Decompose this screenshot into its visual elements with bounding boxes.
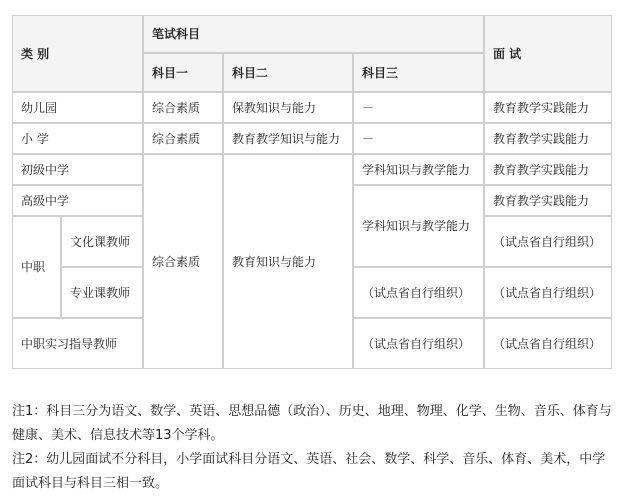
row-internship-subject3: （试点省自行组织） [353, 318, 484, 369]
header-subject1: 科目一 [143, 53, 223, 92]
row-kindergarten-subject2: 保教知识与能力 [223, 92, 353, 123]
header-written-subjects: 笔试科目 [143, 15, 484, 53]
row-internship-category: 中职实习指导教师 [12, 318, 143, 369]
row-vocational-professional-teacher: 专业课教师 [61, 267, 143, 318]
header-category: 类 别 [12, 15, 143, 92]
row-vocational-culture-interview: （试点省自行组织） [484, 216, 612, 267]
row-kindergarten-subject3: － [353, 92, 484, 123]
row-junior-subject3: 学科知识与教学能力 [353, 154, 484, 185]
row-kindergarten-category: 幼儿园 [12, 92, 143, 123]
row-internship-interview: （试点省自行组织） [484, 318, 612, 369]
row-kindergarten-interview: 教育教学实践能力 [484, 92, 612, 123]
row-senior-category: 高级中学 [12, 185, 143, 216]
row-senior-interview: 教育教学实践能力 [484, 185, 612, 216]
row-vocational-professional-interview: （试点省自行组织） [484, 267, 612, 318]
exam-subjects-table [12, 15, 612, 369]
merged-subject1: 综合素质 [143, 154, 223, 369]
header-subject3: 科目三 [353, 53, 484, 92]
row-primary-subject3: － [353, 123, 484, 154]
row-junior-interview: 教育教学实践能力 [484, 154, 612, 185]
row-kindergarten-subject1: 综合素质 [143, 92, 223, 123]
row-junior-category: 初级中学 [12, 154, 143, 185]
merged-subject3-senior-vocational: 学科知识与教学能力 [353, 185, 484, 267]
note-1: 注1：科目三分为语文、数学、英语、思想品德（政治）、历史、地理、物理、化学、生物、音乐、体育与健康、美术、信息技术等13个学科。 [12, 404, 612, 443]
merged-subject2: 教育知识与能力 [223, 154, 353, 369]
header-interview: 面 试 [484, 15, 612, 92]
notes [12, 400, 612, 496]
row-vocational-professional-subject3: （试点省自行组织） [353, 267, 484, 318]
note-2: 注2：幼儿园面试不分科目，小学面试科目分语文、英语、社会、数学、科学、音乐、体育、美术，中学面试科目与科目三相一致。 [12, 452, 606, 491]
row-primary-category: 小 学 [12, 123, 143, 154]
row-primary-interview: 教育教学实践能力 [484, 123, 612, 154]
header-subject2: 科目二 [223, 53, 353, 92]
row-vocational-category: 中职 [12, 216, 61, 318]
row-primary-subject1: 综合素质 [143, 123, 223, 154]
row-primary-subject2: 教育教学知识与能力 [223, 123, 353, 154]
row-vocational-culture-teacher: 文化课教师 [61, 216, 143, 267]
